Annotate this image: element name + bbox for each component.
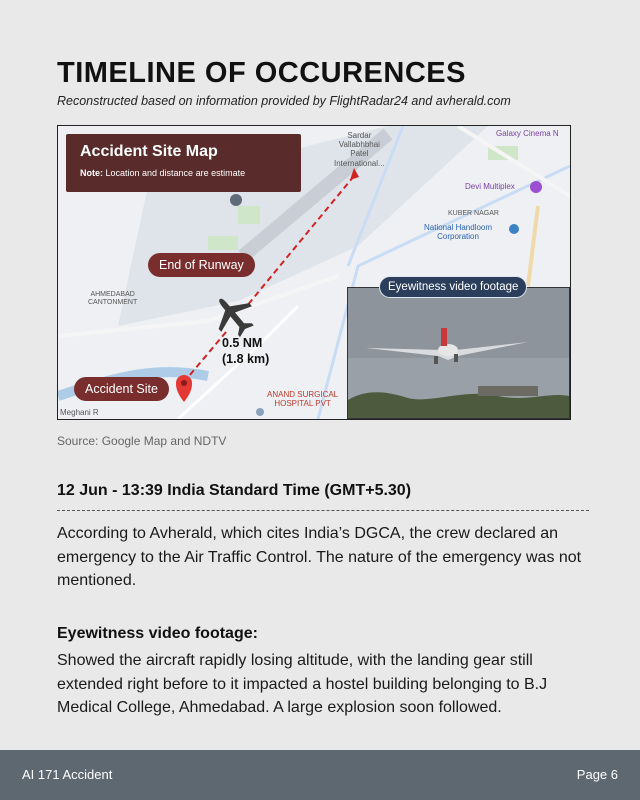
devi-multiplex-icon <box>530 181 542 193</box>
footer-page-number: Page 6 <box>576 767 618 782</box>
page-title: TIMELINE OF OCCURENCES <box>57 57 466 89</box>
eyewitness-paragraph: Showed the aircraft rapidly losing altitude, with the landing gear still extended right before to it impacted a hostel building belonging to B.J Medical College, Ahmedabad. A large explosion soon followed. <box>57 652 548 716</box>
image-source: Source: Google Map and NDTV <box>57 434 227 448</box>
devi-multiplex-label: Devi Multiplex <box>465 182 515 191</box>
handloom-icon <box>509 224 519 234</box>
dashed-divider <box>57 510 589 511</box>
eyewitness-heading: Eyewitness video footage: <box>57 625 258 642</box>
page-subtitle: Reconstructed based on information provided by FlightRadar24 and avherald.com <box>57 94 511 108</box>
kuber-nagar-label: KUBER NAGAR <box>448 210 499 217</box>
map-note: Note: Location and distance are estimate <box>80 168 246 178</box>
video-frame <box>348 288 569 418</box>
accident-site-map <box>57 125 571 420</box>
meghani-road-label: Meghani R <box>60 408 99 417</box>
galaxy-cinema-label: Galaxy Cinema N <box>496 129 559 138</box>
map-header: Accident Site Map <box>80 143 218 160</box>
emergency-paragraph: According to Avherald, which cites India’s DGCA, the crew declared an emergency to the Air Traffic Control. The nature of the emergency was not mentioned. <box>57 525 582 589</box>
page-footer <box>0 750 640 800</box>
accident-site-label: Accident Site <box>74 377 169 401</box>
airport-icon <box>230 194 242 206</box>
airport-label: Sardar Vallabhbhai Patel International... <box>334 131 385 168</box>
hospital-label: ANAND SURGICAL HOSPITAL PVT <box>267 390 339 409</box>
distance-label: 0.5 NM (1.8 km) <box>222 336 270 367</box>
footer-document-title: AI 171 Accident <box>22 767 113 782</box>
eyewitness-video <box>347 287 570 419</box>
map-header-box <box>66 134 301 192</box>
cantonment-label: AHMEDABAD CANTONMENT <box>88 291 138 307</box>
timeline-time-header: 12 Jun - 13:39 India Standard Time (GMT+5.30) <box>57 482 412 499</box>
handloom-label: National Handloom Corporation <box>424 223 493 242</box>
video-label: Eyewitness video footage <box>379 276 527 298</box>
end-of-runway-label: End of Runway <box>148 253 255 277</box>
